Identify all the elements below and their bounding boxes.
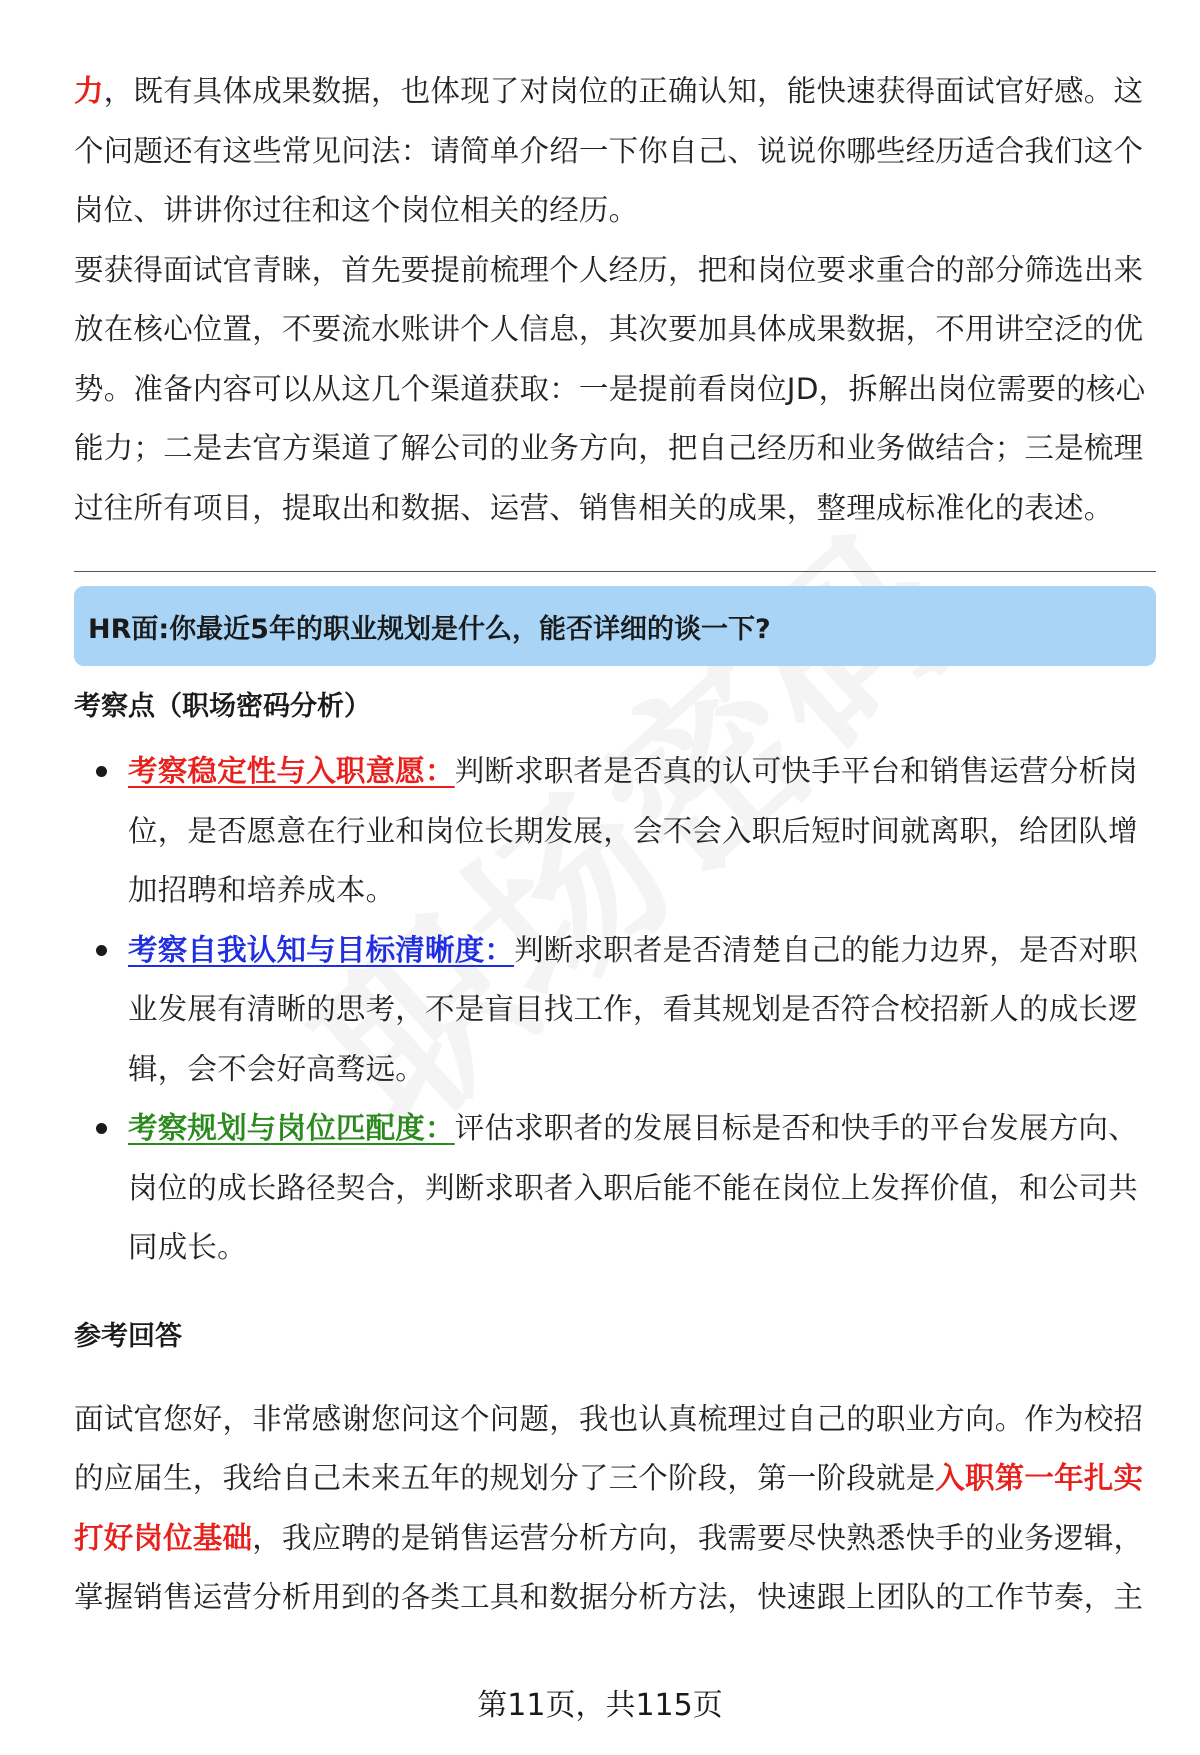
point-text: 判断求职者是否真的认可快手平台和销售运营分析岗位，是否愿意在行业和岗位长期发展，会不会入职后短时间就离职，给团队增加招聘和培养成本。 xyxy=(128,754,1138,907)
bullet-icon xyxy=(96,1123,107,1134)
point-text: 评估求职者的发展目标是否和快手的平台发展方向、岗位的成长路径契合，判断求职者入职后能不能在岗位上发挥价值，和公司共同成长。 xyxy=(128,1111,1138,1264)
question-text: HR面:你最近5年的职业规划是什么，能否详细的谈一下? xyxy=(88,613,771,645)
point-key: 考察稳定性与入职意愿： xyxy=(128,754,455,788)
intro-paragraph xyxy=(74,62,1156,241)
answer-highlight: 入职第一年扎实打好岗位基础 xyxy=(74,1461,1144,1555)
answer-text-start: 面试官您好，非常感谢您问这个问题，我也认真梳理过自己的职业方向。作为校招的应届生，我给自己未来五年的规划分了三个阶段，第一阶段就是 xyxy=(74,1401,1144,1495)
question-box xyxy=(74,586,1156,666)
list-item xyxy=(74,921,1156,1100)
point-key: 考察规划与岗位匹配度： xyxy=(128,1111,455,1145)
analysis-heading: 考察点（职场密码分析） xyxy=(74,691,371,722)
page-footer: 第11页，共115页 xyxy=(477,1688,723,1723)
answer-text-end: ，我应聘的是销售运营分析方向，我需要尽快熟悉快手的业务逻辑，掌握销售运营分析用到的各类工具和数据分析方法，快速跟上团队的工作节奏，主 xyxy=(74,1520,1144,1614)
document-page xyxy=(74,62,1156,1628)
intro-highlight: 力 xyxy=(74,74,104,108)
answer-heading: 参考回答 xyxy=(74,1320,182,1352)
list-item xyxy=(74,1099,1156,1278)
intro-text: ，既有具体成果数据，也体现了对岗位的正确认知，能快速获得面试官好感。这个问题还有这些常见问法：请简单介绍一下你自己、说说你哪些经历适合我们这个岗位、讲讲你过往和这个岗位相关的经历。 xyxy=(74,74,1144,227)
analysis-list xyxy=(74,742,1156,1278)
section-divider xyxy=(74,571,1156,572)
list-item xyxy=(74,742,1156,921)
answer-paragraph xyxy=(74,1390,1156,1628)
advice-paragraph: 要获得面试官青睐，首先要提前梳理个人经历，把和岗位要求重合的部分筛选出来放在核心位置，不要流水账讲个人信息，其次要加具体成果数据，不用讲空泛的优势。准备内容可以从这几个渠道获取：一是提前看岗位JD，拆解出岗位需要的核心能力；二是去官方渠道了解公司的业务方向，把自己经历和业务做结合；三是梳理过往所有项目，提取出和数据、运营、销售相关的成果，整理成标准化的表述。 xyxy=(74,252,1146,525)
point-text: 判断求职者是否清楚自己的能力边界，是否对职业发展有清晰的思考，不是盲目找工作，看其规划是否符合校招新人的成长逻辑，会不会好高骛远。 xyxy=(128,932,1138,1086)
bullet-icon xyxy=(96,945,107,956)
bullet-icon xyxy=(96,766,107,777)
point-key: 考察自我认知与目标清晰度： xyxy=(128,932,515,967)
